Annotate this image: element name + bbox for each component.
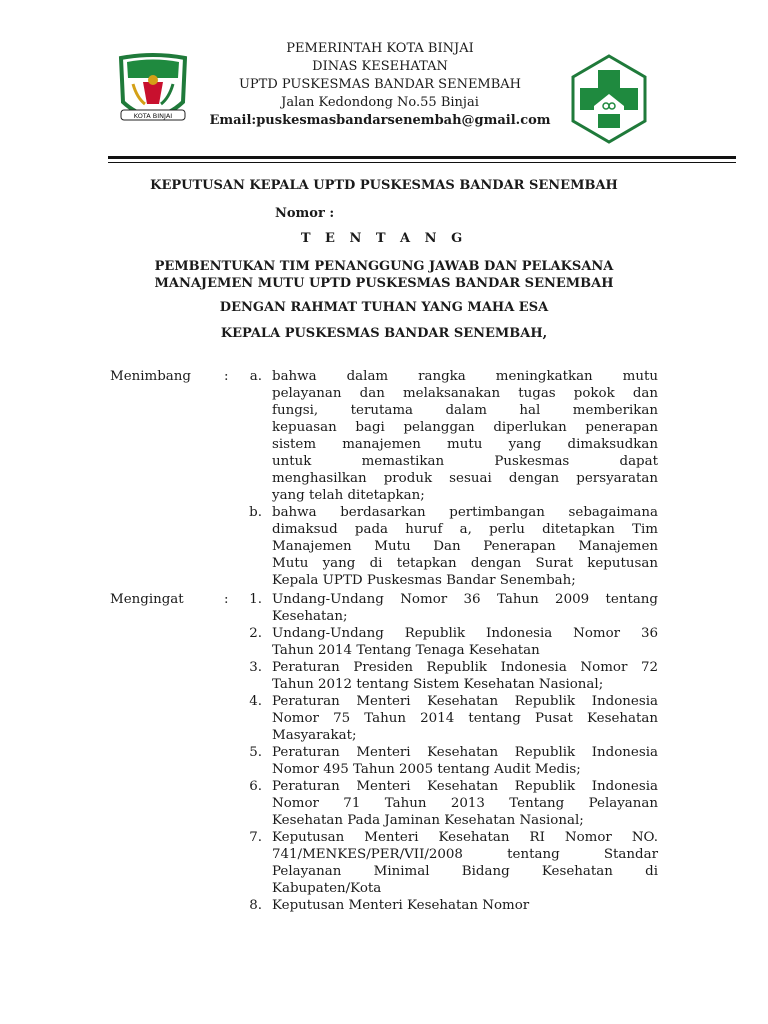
mengingat-item-number: 2. xyxy=(249,626,262,641)
mengingat-item-number: 3. xyxy=(249,660,262,675)
menimbang-item-line: sistem manajemen mutu yang dimaksudkan xyxy=(272,437,658,452)
mengingat-item-number: 5. xyxy=(249,745,262,760)
menimbang-item-line: untuk memastikan Puskesmas dapat xyxy=(272,454,658,469)
menimbang-item-line: Kepala UPTD Puskesmas Bandar Senembah; xyxy=(272,573,576,588)
menimbang-item-line: kepuasan bagi pelanggan diperlukan penerapan xyxy=(272,420,658,435)
mengingat-item-number: 7. xyxy=(249,830,262,845)
mengingat-item-number: 4. xyxy=(249,694,262,709)
letterhead-rule-thick xyxy=(108,156,736,159)
mengingat-item-line: Peraturan Menteri Kesehatan Republik Indonesia xyxy=(272,745,658,760)
mengingat-item-number: 8. xyxy=(249,898,262,913)
subject-line-1: PEMBENTUKAN TIM PENANGGUNG JAWAB DAN PELAKSANA xyxy=(154,259,614,274)
mengingat-item-number: 6. xyxy=(249,779,262,794)
menimbang-colon: : xyxy=(224,369,229,384)
mengingat-item-line: Tahun 2014 Tentang Tenaga Kesehatan xyxy=(272,643,540,658)
menimbang-item-text xyxy=(272,504,658,589)
mengingat-item-line: Kesehatan Pada Jaminan Kesehatan Nasional; xyxy=(272,813,584,828)
decree-subject xyxy=(0,258,768,292)
subject-line-2: MANAJEMEN MUTU UPTD PUSKESMAS BANDAR SENEMBAH xyxy=(154,276,614,291)
letterhead-text xyxy=(190,40,570,130)
mengingat-item-line: Kabupaten/Kota xyxy=(272,881,382,896)
menimbang-item-line: Manajemen Mutu Dan Penerapan Manajemen xyxy=(272,539,658,554)
mengingat-item-line: 741/MENKES/PER/VII/2008 tentang Standar xyxy=(272,847,658,862)
mengingat-item-line: Nomor 75 Tahun 2014 tentang Pusat Kesehatan xyxy=(272,711,658,726)
mengingat-item-line: Pelayanan Minimal Bidang Kesehatan di xyxy=(272,864,658,879)
mengingat-item-line: Undang-Undang Nomor 36 Tahun 2009 tentang xyxy=(272,592,658,607)
kota-binjai-emblem-icon xyxy=(113,52,193,132)
mengingat-item-text xyxy=(272,778,658,829)
mengingat-item-line: Kesehatan; xyxy=(272,609,348,624)
menimbang-item-number: a. xyxy=(249,369,262,384)
mengingat-item-line: Undang-Undang Republik Indonesia Nomor 36 xyxy=(272,626,658,641)
mengingat-item-line: Peraturan Menteri Kesehatan Republik Indonesia xyxy=(272,694,658,709)
menimbang-item-line: bahwa dalam rangka meningkatkan mutu xyxy=(272,369,658,384)
rahmat-line: DENGAN RAHMAT TUHAN YANG MAHA ESA xyxy=(219,300,549,315)
mengingat-label: Mengingat xyxy=(110,592,184,607)
mengingat-item-line: Nomor 495 Tahun 2005 tentang Audit Medis; xyxy=(272,762,581,777)
menimbang-item-line: yang telah ditetapkan; xyxy=(272,488,425,503)
tentang-heading: T E N T A N G xyxy=(300,231,468,246)
mengingat-item-text xyxy=(272,659,658,693)
mengingat-item-line: Keputusan Menteri Kesehatan Nomor xyxy=(272,898,530,913)
mengingat-item-line: Keputusan Menteri Kesehatan RI Nomor NO. xyxy=(272,830,658,845)
mengingat-item-text xyxy=(272,897,658,914)
mengingat-item-text xyxy=(272,744,658,778)
mengingat-item-number: 1. xyxy=(249,592,262,607)
letterhead xyxy=(0,40,768,150)
kepala-line: KEPALA PUSKESMAS BANDAR SENEMBAH, xyxy=(220,326,548,341)
puskesmas-logo-icon xyxy=(570,54,648,144)
mengingat-item-text xyxy=(272,625,658,659)
mengingat-item-text xyxy=(272,829,658,897)
mengingat-item-line: Peraturan Menteri Kesehatan Republik Indonesia xyxy=(272,779,658,794)
menimbang-item-line: menghasilkan produk sesuai dengan persyaratan xyxy=(272,471,658,486)
decree-title: KEPUTUSAN KEPALA UPTD PUSKESMAS BANDAR SENEMBAH xyxy=(150,178,618,193)
menimbang-item-number: b. xyxy=(249,505,262,520)
mengingat-item-text xyxy=(272,693,658,744)
mengingat-item-text xyxy=(272,591,658,625)
logo-caption: KOTA BINJAI xyxy=(133,112,173,120)
menimbang-item-text xyxy=(272,368,658,504)
kop-line-1: PEMERINTAH KOTA BINJAI xyxy=(286,41,474,56)
mengingat-colon: : xyxy=(224,592,229,607)
menimbang-label: Menimbang xyxy=(110,369,191,384)
kop-line-2: DINAS KESEHATAN xyxy=(312,59,448,74)
mengingat-item-line: Tahun 2012 tentang Sistem Kesehatan Nasional; xyxy=(272,677,604,692)
kop-address: Jalan Kedondong No.55 Binjai xyxy=(281,95,479,110)
menimbang-item-line: Mutu yang di tetapkan dengan Surat keputusan xyxy=(272,556,658,571)
letterhead-rule-thin xyxy=(108,162,736,163)
decree-number: Nomor : xyxy=(275,206,335,221)
menimbang-item-line: bahwa berdasarkan pertimbangan sebagaimana xyxy=(272,505,658,520)
menimbang-item-line: fungsi, terutama dalam hal memberikan xyxy=(272,403,658,418)
menimbang-item-line: dimaksud pada huruf a, perlu ditetapkan Tim xyxy=(272,522,658,537)
mengingat-item-line: Peraturan Presiden Republik Indonesia Nomor 72 xyxy=(272,660,658,675)
mengingat-item-line: Masyarakat; xyxy=(272,728,357,743)
mengingat-item-line: Nomor 71 Tahun 2013 Tentang Pelayanan xyxy=(272,796,658,811)
kop-email: Email:puskesmasbandarsenembah@gmail.com xyxy=(209,113,551,128)
kop-line-3: UPTD PUSKESMAS BANDAR SENEMBAH xyxy=(238,77,522,92)
menimbang-item-line: pelayanan dan melaksanakan tugas pokok dan xyxy=(272,386,658,401)
